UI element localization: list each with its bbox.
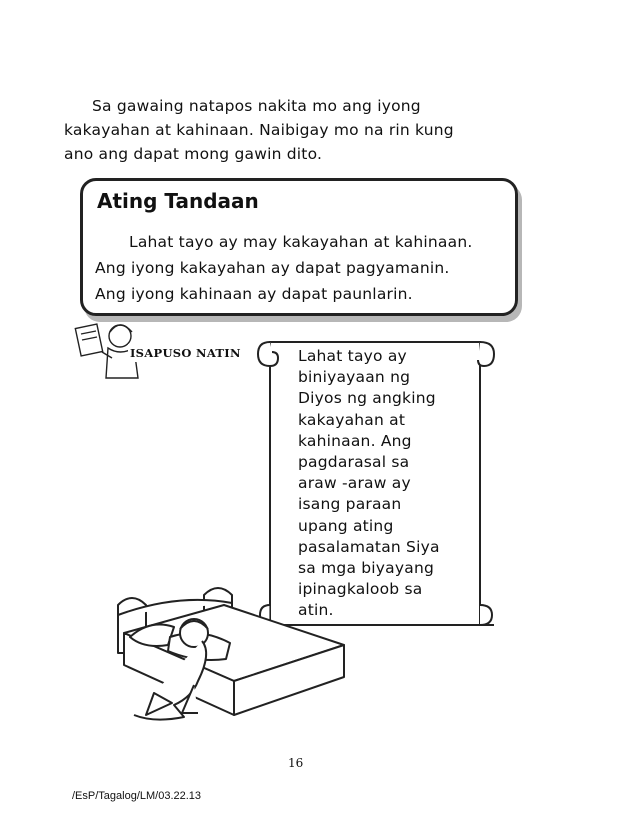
scroll-line: atin. [298, 601, 334, 620]
module-code: /EsP/Tagalog/LM/03.22.13 [72, 790, 202, 802]
praying-child-bed-illustration [110, 585, 350, 740]
intro-paragraph [64, 94, 524, 166]
scroll-line: Diyos ng angking [298, 389, 436, 408]
scroll-line: biniyayaan ng [298, 368, 411, 387]
scroll-line: kahinaan. Ang [298, 431, 412, 450]
box-title: Ating Tandaan [97, 189, 259, 213]
scroll-message [298, 346, 478, 622]
ating-tandaan-box [80, 178, 518, 316]
intro-line-2: kakayahan at kahinaan. Naibigay mo na rin kung [64, 121, 454, 139]
scroll-line: araw -araw ay [298, 474, 411, 493]
scroll-line: ipinagkaloob sa [298, 580, 423, 599]
box-line-1: Lahat tayo ay may kakayahan at kahinaan. [129, 233, 473, 251]
scroll-line: pagdarasal sa [298, 453, 410, 472]
page-number: 16 [288, 756, 304, 770]
box-line-3: Ang iyong kahinaan ay dapat paunlarin. [95, 285, 413, 303]
scroll-line: sa mga biyayang [298, 559, 435, 578]
scroll-line: upang ating [298, 516, 394, 535]
scroll-line: isang paraan [298, 495, 402, 514]
intro-line-3: ano ang dapat mong gawin dito. [64, 145, 323, 163]
isapuso-natin-label: ISAPUSO NATIN [130, 346, 241, 360]
scroll-line: pasalamatan Siya [298, 537, 440, 556]
scroll-line: kakayahan at [298, 410, 406, 429]
intro-line-1: Sa gawaing natapos nakita mo ang iyong [92, 97, 421, 115]
scroll-line: Lahat tayo ay [298, 347, 407, 365]
box-line-2: Ang iyong kakayahan ay dapat pagyamanin. [95, 259, 450, 277]
